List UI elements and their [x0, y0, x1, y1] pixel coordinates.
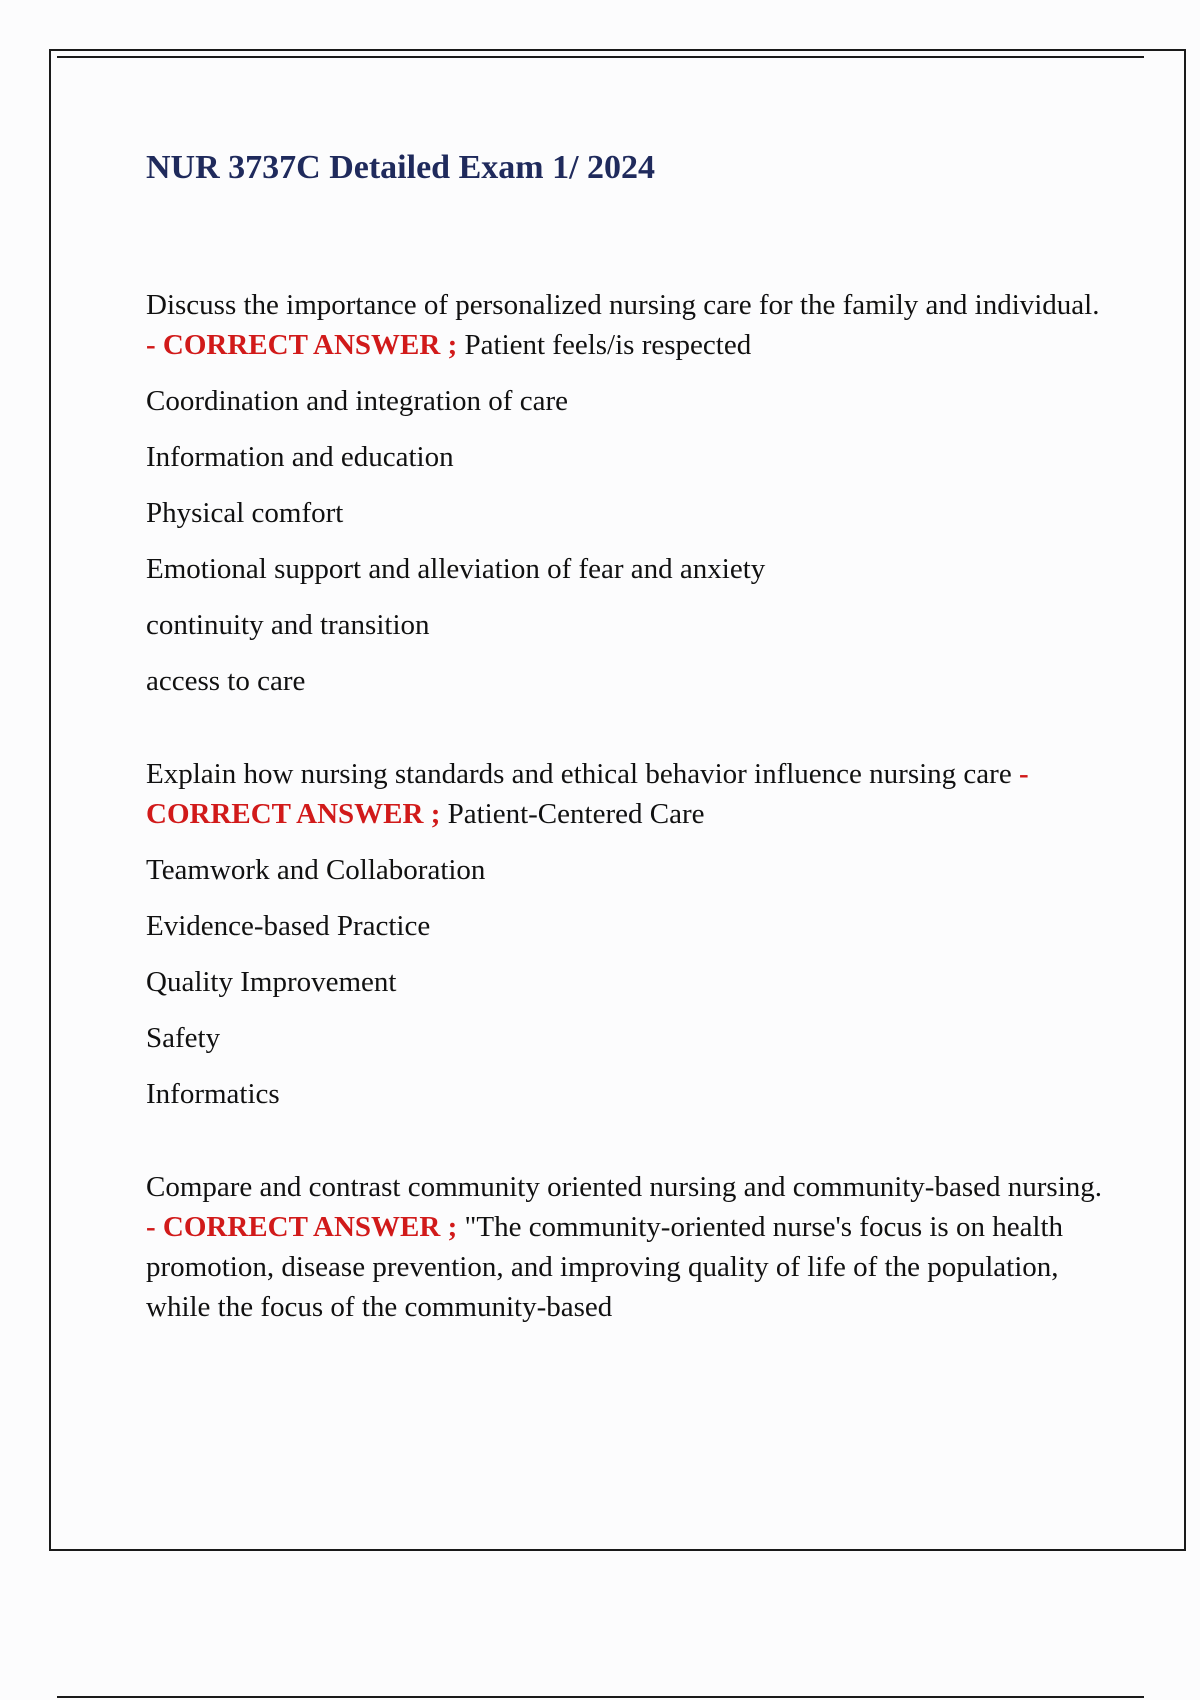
answer-line: Information and education — [146, 441, 454, 473]
question-text: Compare and contrast community oriented nursing and community-based nursing. — [146, 1171, 1102, 1203]
answer-line: Informatics — [146, 1078, 280, 1110]
answer-text: Patient-Centered Care — [447, 798, 705, 830]
question-paragraph — [146, 754, 1106, 834]
answer-line: continuity and transition — [146, 609, 430, 641]
correct-answer-label: - CORRECT ANSWER ; — [146, 758, 1029, 830]
answer-line: Physical comfort — [146, 497, 344, 529]
qa-item — [146, 1167, 1106, 1327]
answer-line: Evidence-based Practice — [146, 910, 431, 942]
document-title: NUR 3737C Detailed Exam 1/ 2024 — [146, 149, 656, 186]
question-text: Explain how nursing standards and ethical behavior influence nursing care — [146, 758, 1012, 790]
question-text: Discuss the importance of personalized nursing care for the family and individual. — [146, 289, 1100, 321]
answer-text: Patient feels/is respected — [464, 329, 752, 361]
answer-line: Coordination and integration of care — [146, 385, 568, 417]
question-paragraph — [146, 1167, 1106, 1327]
correct-answer-label: - CORRECT ANSWER ; — [146, 329, 458, 361]
top-rule — [57, 56, 1144, 58]
question-paragraph — [146, 285, 1106, 365]
correct-answer-label: - CORRECT ANSWER ; — [146, 1211, 458, 1243]
document-body — [146, 146, 1106, 1327]
answer-line: Teamwork and Collaboration — [146, 854, 486, 886]
qa-item — [146, 754, 1106, 1114]
answer-line: access to care — [146, 665, 306, 697]
qa-item — [146, 285, 1106, 701]
answer-line: Emotional support and alleviation of fear and anxiety — [146, 553, 766, 585]
answer-line: Safety — [146, 1022, 221, 1054]
answer-text: "The community-oriented nurse's focus is on health promotion, disease prevention, and improving quality of life of the population, while the focus of the community-based — [146, 1211, 1064, 1323]
answer-line: Quality Improvement — [146, 966, 397, 998]
bottom-rule — [57, 1696, 1144, 1698]
